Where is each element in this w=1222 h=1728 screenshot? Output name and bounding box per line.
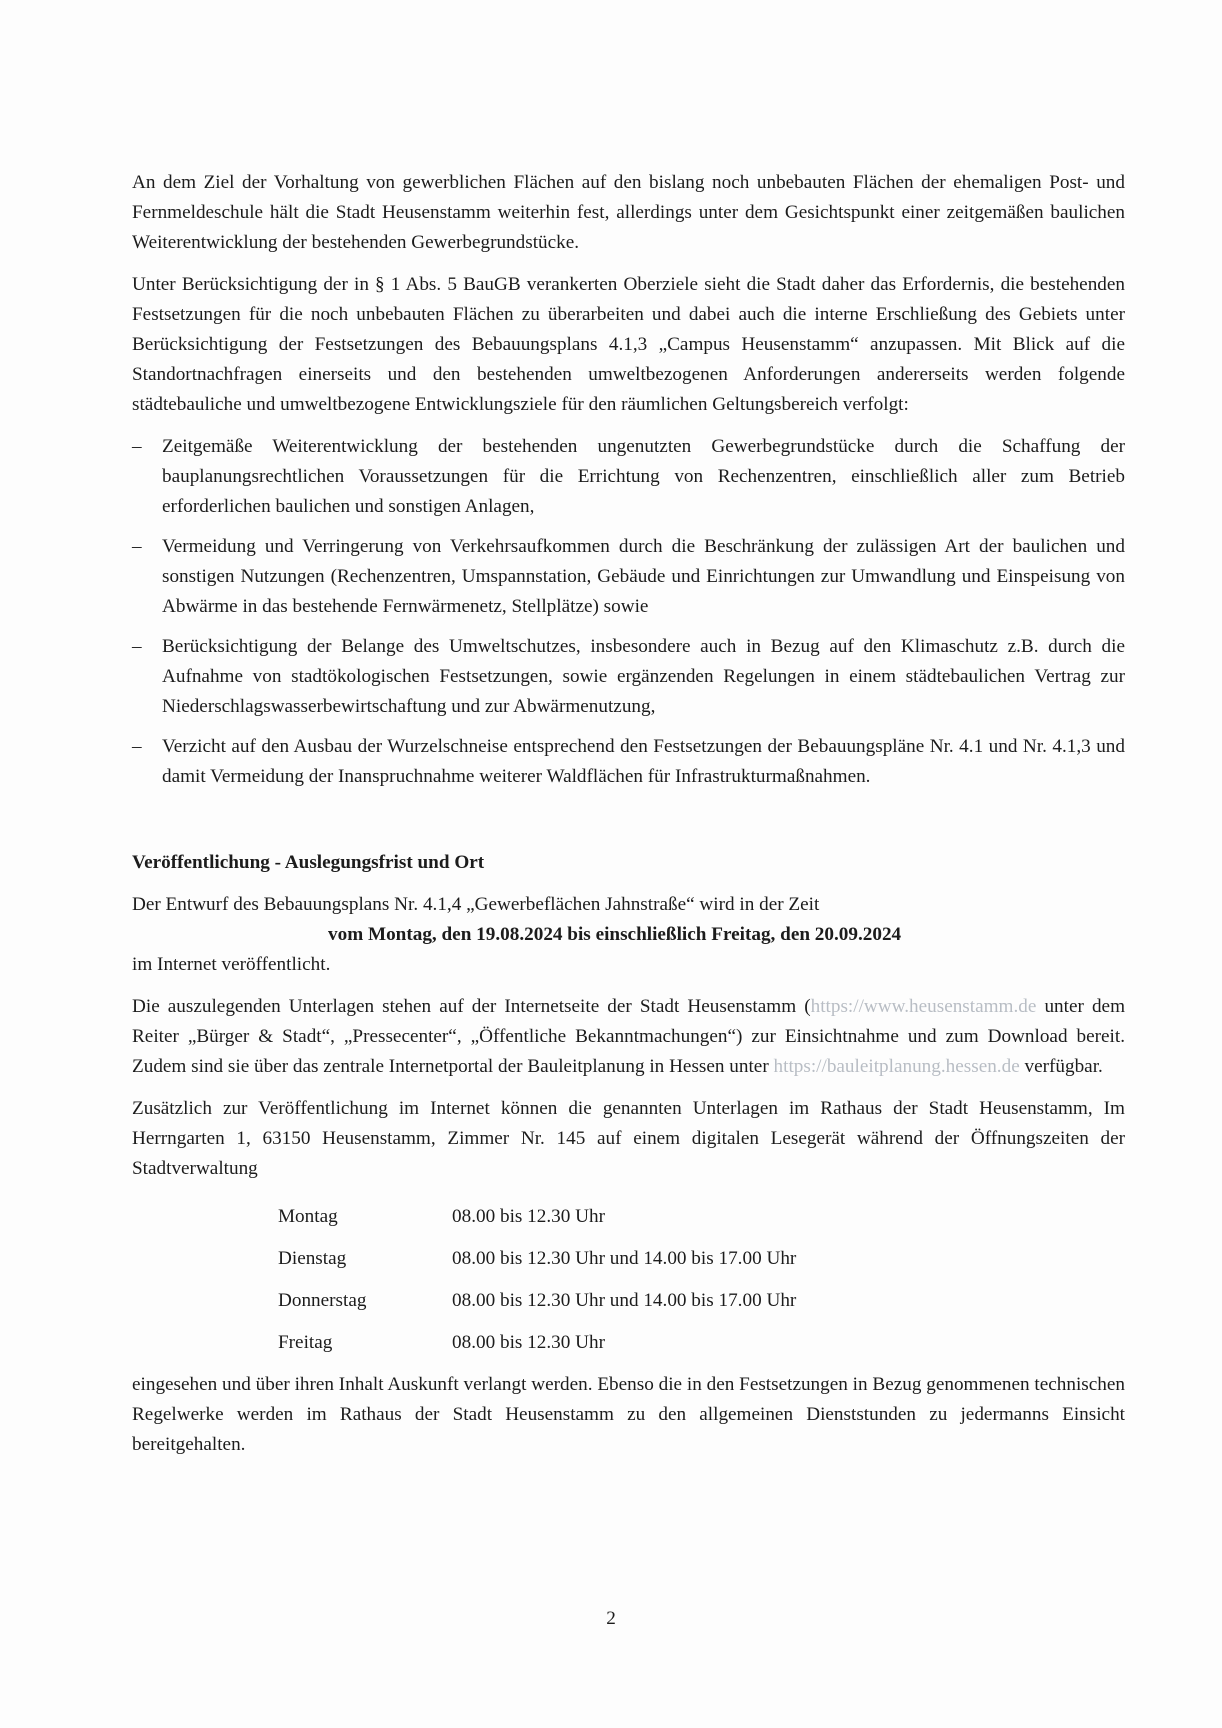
documents-paragraph bbox=[132, 992, 1125, 1082]
dash-icon: – bbox=[132, 636, 142, 657]
hours-cell: 08.00 bis 12.30 Uhr und 14.00 bis 17.00 Uhr bbox=[452, 1248, 797, 1269]
page-number: 2 bbox=[606, 1608, 616, 1629]
paragraph-objectives: Unter Berücksichtigung der in § 1 Abs. 5 BauGB verankerten Oberziele sieht die Stadt daher das Erfordernis, die bestehenden Festsetzungen für die noch unbebauten Flächen zu überarbeiten und dabei auch die interne Erschließung des Gebiets unter Berücksichtigung der Festsetzungen des Bebauungsplans 4.1,3 „Campus Heusenstamm“ anzupassen. Mit Blick auf die Standortnachfragen einerseits und den bestehenden umweltbezogenen Anforderungen andererseits werden folgende städtebauliche und umweltbezogene Entwicklungsziele für den räumlichen Geltungsbereich verfolgt: bbox=[132, 274, 1125, 415]
dash-icon: – bbox=[132, 736, 142, 757]
table-row bbox=[278, 1202, 796, 1244]
publication-period: vom Montag, den 19.08.2024 bis einschließlich Freitag, den 20.09.2024 bbox=[328, 924, 902, 945]
list-item-text: Vermeidung und Verringerung von Verkehrsaufkommen durch die Beschränkung der zulässigen Art der baulichen und sonstigen Nutzungen (Rechenzentren, Umspannstation, Gebäude und Einrichtungen zur Umwandlung und Einspeisung von Abwärme in das bestehende Fernwärmenetz, Stellplätze) sowie bbox=[162, 536, 1125, 617]
list-item-text: Zeitgemäße Weiterentwicklung der bestehenden ungenutzten Gewerbegrundstücke durch die Schaffung der bauplanungsrechtlichen Voraussetzungen für die Errichtung von Rechenzentren, einschließlich aller zum Betrieb erforderlichen baulichen und sonstigen Anlagen, bbox=[162, 436, 1125, 517]
closing-paragraph: eingesehen und über ihren Inhalt Auskunft verlangt werden. Ebenso die in den Festsetzungen in Bezug genommenen technischen Regelwerke werden im Rathaus der Stadt Heusenstamm zu den allgemeinen Dienststunden zu jedermanns Einsicht bereitgehalten. bbox=[132, 1374, 1125, 1455]
documents-text: verfügbar. bbox=[1019, 1056, 1103, 1077]
portal-link[interactable]: https://bauleitplanung.hessen.de bbox=[773, 1056, 1020, 1077]
website-link[interactable]: https://www.heusenstamm.de bbox=[810, 996, 1037, 1017]
hours-cell: 08.00 bis 12.30 Uhr und 14.00 bis 17.00 Uhr bbox=[452, 1290, 797, 1311]
list-item bbox=[132, 732, 1125, 792]
paragraph-goal: An dem Ziel der Vorhaltung von gewerblichen Flächen auf den bislang noch unbebauten Flächen der ehemaligen Post- und Fernmeldeschule hält die Stadt Heusenstamm weiterhin fest, allerdings unter dem Gesichtspunkt einer zeitgemäßen baulichen Weiterentwicklung der bestehenden Gewerbegrundstücke. bbox=[132, 172, 1125, 253]
day-cell: Freitag bbox=[278, 1332, 333, 1353]
publication-intro: Der Entwurf des Bebauungsplans Nr. 4.1,4 „Gewerbeflächen Jahnstraße“ wird in der Zeit bbox=[132, 894, 820, 915]
list-item bbox=[132, 632, 1125, 722]
objectives-list bbox=[132, 432, 1125, 792]
list-item bbox=[132, 432, 1125, 522]
hours-cell: 08.00 bis 12.30 Uhr bbox=[452, 1332, 605, 1353]
list-item-text: Verzicht auf den Ausbau der Wurzelschneise entsprechend den Festsetzungen der Bebauungspläne Nr. 4.1 und Nr. 4.1,3 und damit Vermeidung der Inanspruchnahme weiterer Waldflächen für Infrastrukturmaßnahmen. bbox=[162, 736, 1125, 787]
hours-cell: 08.00 bis 12.30 Uhr bbox=[452, 1206, 605, 1227]
list-item bbox=[132, 532, 1125, 622]
publication-outro: im Internet veröffentlicht. bbox=[132, 954, 331, 975]
list-item-text: Berücksichtigung der Belange des Umweltschutzes, insbesondere auch in Bezug auf den Klimaschutz z.B. durch die Aufnahme von stadtökologischen Festsetzungen, sowie ergänzenden Regelungen in einem städtebaulichen Vertrag zur Niederschlagswasserbewirtschaftung und zur Abwärmenutzung, bbox=[162, 636, 1125, 717]
dash-icon: – bbox=[132, 536, 142, 557]
day-cell: Dienstag bbox=[278, 1248, 347, 1269]
documents-text: unter dem Reiter „Bürger & Stadt“, „Pressecenter“, „Öffentliche Bekanntmachungen“) zur Einsichtnahme und zum Download bereit. Zudem sind sie über das zentrale Internetportal der Bauleitplanung in Hessen unter bbox=[132, 996, 1125, 1077]
table-row bbox=[278, 1244, 796, 1286]
documents-text: Die auszulegenden Unterlagen stehen auf der Internetseite der Stadt Heusenstamm ( bbox=[132, 996, 811, 1017]
section-heading: Veröffentlichung - Auslegungsfrist und Ort bbox=[132, 852, 485, 873]
page-body bbox=[132, 168, 1125, 1460]
table-row bbox=[278, 1328, 796, 1370]
day-cell: Montag bbox=[278, 1206, 338, 1227]
opening-hours-table bbox=[278, 1202, 796, 1370]
table-row bbox=[278, 1286, 796, 1328]
day-cell: Donnerstag bbox=[278, 1290, 367, 1311]
additional-paragraph: Zusätzlich zur Veröffentlichung im Internet können die genannten Unterlagen im Rathaus der Stadt Heusenstamm, Im Herrngarten 1, 63150 Heusenstamm, Zimmer Nr. 145 auf einem digitalen Lesegerät während der Öffnungszeiten der Stadtverwaltung bbox=[132, 1098, 1125, 1179]
dash-icon: – bbox=[132, 436, 142, 457]
